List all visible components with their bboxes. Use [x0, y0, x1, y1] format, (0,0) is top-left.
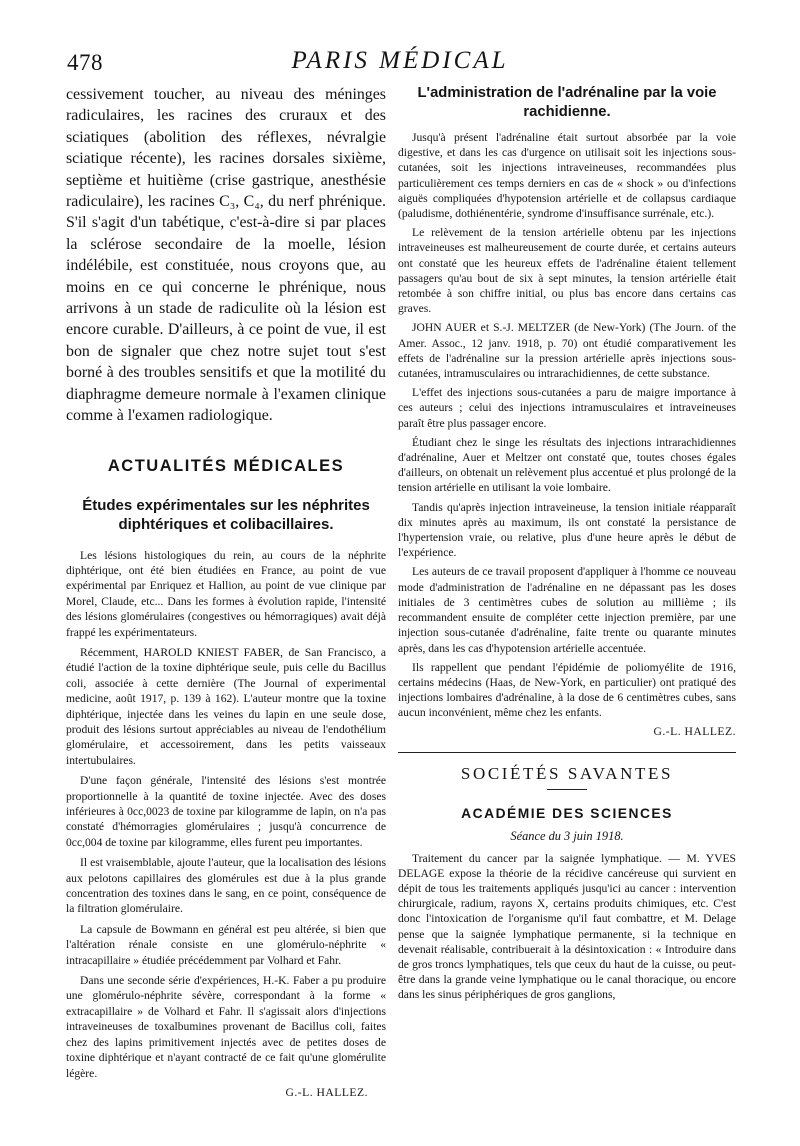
societies-title: SOCIÉTÉS SAVANTES	[460, 763, 674, 783]
continuation-paragraph: cessivement toucher, au niveau des méninges radiculaires, les racines des cruraux et des sciatiques (abolition des réflexes, névralgie sciatique récente), les racines dorsales sixième, septième et huitième (crise gastrique, anesthésie radiculaire), les racines C₃, C₄, du nerf phrénique. S'il s'agit d'un tabétique, c'est-à-dire si par places la sclérose secondaire de la moelle, lésion indélébile, est constituée, nous croyons que, au moins en ce qui concerne le phrénique, nous arrivons à un stade de radiculite où la lésion est encore curable. D'ailleurs, à ce point de vue, il est bon de signaler que chez notre sujet tout s'est borné à des troubles sensitifs et que la motilité du diaphragme demeure normale à l'examen clinique comme à l'examen radiologique.	[66, 86, 386, 425]
section-title: ACTUALITÉS MÉDICALES	[107, 456, 345, 475]
body-paragraph: L'effet des injections sous-cutanées a paru de maigre importance à ces auteurs ; celui des injections intramusculaires et intraveineuses paraît être plus passager encore.	[398, 386, 736, 430]
body-paragraph: Étudiant chez le singe les résultats des injections intrarachidiennes d'adrénaline, Auer et Meltzer ont constaté que, toutes choses égales d'ailleurs, on obtenait un relèvement plus accentué et plus prolongé de la tension artérielle en utilisant la voie lombaire.	[398, 435, 736, 495]
author-signature: G.-L. HALLEZ.	[653, 724, 736, 738]
section-divider	[398, 752, 736, 753]
body-paragraph: Il est vraisemblable, ajoute l'auteur, que la localisation des lésions aux pelotons capillaires des glomérules est due à la plus grande concentration des toxines dans le sang, en ce point, conséquence de la filtration glomérulaire.	[66, 856, 386, 916]
body-paragraph: Les auteurs de ce travail proposent d'appliquer à l'homme ce nouveau mode d'administration de l'adrénaline en ne dépassant pas les doses initiales de 3 centimètres cubes de solution au millième ; ils recommandent ensuite de compléter cette injection première, par une injection sous-cutanée d'adrénaline, faite trente ou quarante minutes après, dans les cas d'hypotension artérielle accentuée.	[398, 565, 736, 655]
article-title-nephrites: Études expérimentales sur les néphrites diphtériques et colibacillaires.	[82, 496, 370, 533]
body-paragraph: Le relèvement de la tension artérielle obtenu par les injections intraveineuses est malheureusement de courte durée, et certains auteurs ont constaté que les heureux effets de l'adrénaline étaient tellement passagers qu'au bout de six à sept minutes, la tension artérielle était retombée à son chiffre initial, ou plus bas encore dans certains cas graves.	[398, 226, 736, 316]
article-body-adrenaline	[398, 130, 736, 721]
body-paragraph: Ils rappellent que pendant l'épidémie de poliomyélite de 1916, certains médecins (Haas, de New-York, en particulier) ont pratiqué des injections lombaires d'adrénaline, à la dose de 6 centimètres cubes, sans aucun inconvénient, même chez les enfants.	[398, 660, 736, 720]
body-paragraph: Jusqu'à présent l'adrénaline était surtout absorbée par la voie digestive, et dans les cas d'urgence on utilisait soit les injections sous-cutanées, soit les injections intraveineuses, recommandées plus particulièrement ces temps derniers en cas de « shock » ou d'infections aiguës compliquées d'hypotension artérielle et de collapsus cardiaque (paludisme, dothiénentérie, syndrome d'insuffisance surrénale, etc.).	[398, 131, 736, 221]
short-rule	[547, 789, 587, 790]
body-paragraph: Récemment, HAROLD KNIEST FABER, de San Francisco, a étudié l'action de la toxine diphtérique seule, puis celle du Bacillus coli, associée à cette dernière (The Journal of experimental medicine, août 1917, p. 139 à 162). L'auteur montre que la toxine diphtérique, injectée dans les veines du lapin en une seule dose, produit des lésions surtout appréciables au niveau de l'endothélium glomérulaire, et accessoirement, dans les petits vaisseaux intertubulaires.	[66, 645, 386, 767]
article-body-nephrites	[66, 548, 386, 1081]
right-column	[398, 84, 736, 1007]
page-header	[0, 0, 800, 80]
body-paragraph: D'une façon générale, l'intensité des lésions s'est montrée proportionnelle à la quantité de toxine injectée. Avec des doses inférieures à 0cc,0023 de toxine par kilogramme de lapin, on n'a pas constaté d'hémorragies glomérulaires ; jusqu'à concurrence de 0cc,004 de toxine par kilogramme, elles furent peu importantes.	[66, 774, 386, 849]
academy-title: ACADÉMIE DES SCIENCES	[461, 805, 673, 821]
body-paragraph: Les lésions histologiques du rein, au cours de la néphrite diphtérique, ont été bien étudiées en France, au point de vue expérimental par Enriquez et Hallion, au point de vue clinique par Morel, Claude, etc... Dans les formes à évolution rapide, l'intensité des lésions glomérulaires (congestives ou hémorragiques) avait déjà frappé les expérimentateurs.	[66, 548, 386, 639]
body-paragraph: Dans une seconde série d'expériences, H.-K. Faber a pu produire une glomérulo-néphrite sévère, correspondant à la forme « extracapillaire » de Volhard et Fahr. Il s'agissait alors d'injections intraveineuses de toxalbumines provenant de Bacillus coli, faites chez des lapins primitivement injectés avec de petites doses de toxine diphtérique et n'ayant contracté de ce fait qu'une glomérulite légère.	[66, 974, 386, 1080]
left-column	[66, 84, 386, 1099]
body-paragraph: JOHN AUER et S.-J. MELTZER (de New-York) (The Journ. of the Amer. Assoc., 12 janv. 1918, p. 70) ont étudié comparativement les effets de l'adrénaline sur la pression artérielle après injections sous-cutanées, intramusculaires ou intrarachidiennes, de cette substance.	[398, 321, 736, 381]
body-paragraph: Tandis qu'après injection intraveineuse, la tension initiale réapparaît dix minutes après au maximum, ils ont constaté la persistance de l'hypertension vraie, ou relative, plus d'une heure après le début de l'expérience.	[398, 500, 736, 560]
seance-date: Séance du 3 juin 1918.	[510, 828, 624, 843]
page-number: 478	[67, 50, 103, 75]
article-title-adrenaline: L'administration de l'adrénaline par la voie rachidienne.	[417, 85, 717, 120]
body-paragraph: La capsule de Bowmann en général est peu altérée, si bien que l'altération rénale consiste en une glomérulo-néphrite « intracapillaire » étudiée précédemment par Volhard et Fahr.	[66, 922, 386, 967]
author-signature: G.-L. HALLEZ.	[285, 1085, 368, 1099]
body-paragraph: Traitement du cancer par la saignée lymphatique. — M. YVES DELAGE expose la théorie de la récidive cancéreuse qui survient en dépit de tous les traitements appliqués jusqu'ici au cancer : intervention chirurgicale, radium, rayons X, certains produits chimiques, etc. C'est donc l'intoxication de l'organisme qu'il faut combattre, et M. Delage pense que la saignée lymphatique permanente, si la technique en devenait réalisable, contribuerait à la désintoxication : « Introduire dans de gros troncs lymphatiques, tels que ceux du haut de la cuisse, ou peut-être dans la grande veine lymphatique ou le canal thoracique, ou encore dans les sinus périphériques de gros ganglions,	[398, 851, 736, 1002]
journal-title: PARIS MÉDICAL	[291, 47, 509, 74]
